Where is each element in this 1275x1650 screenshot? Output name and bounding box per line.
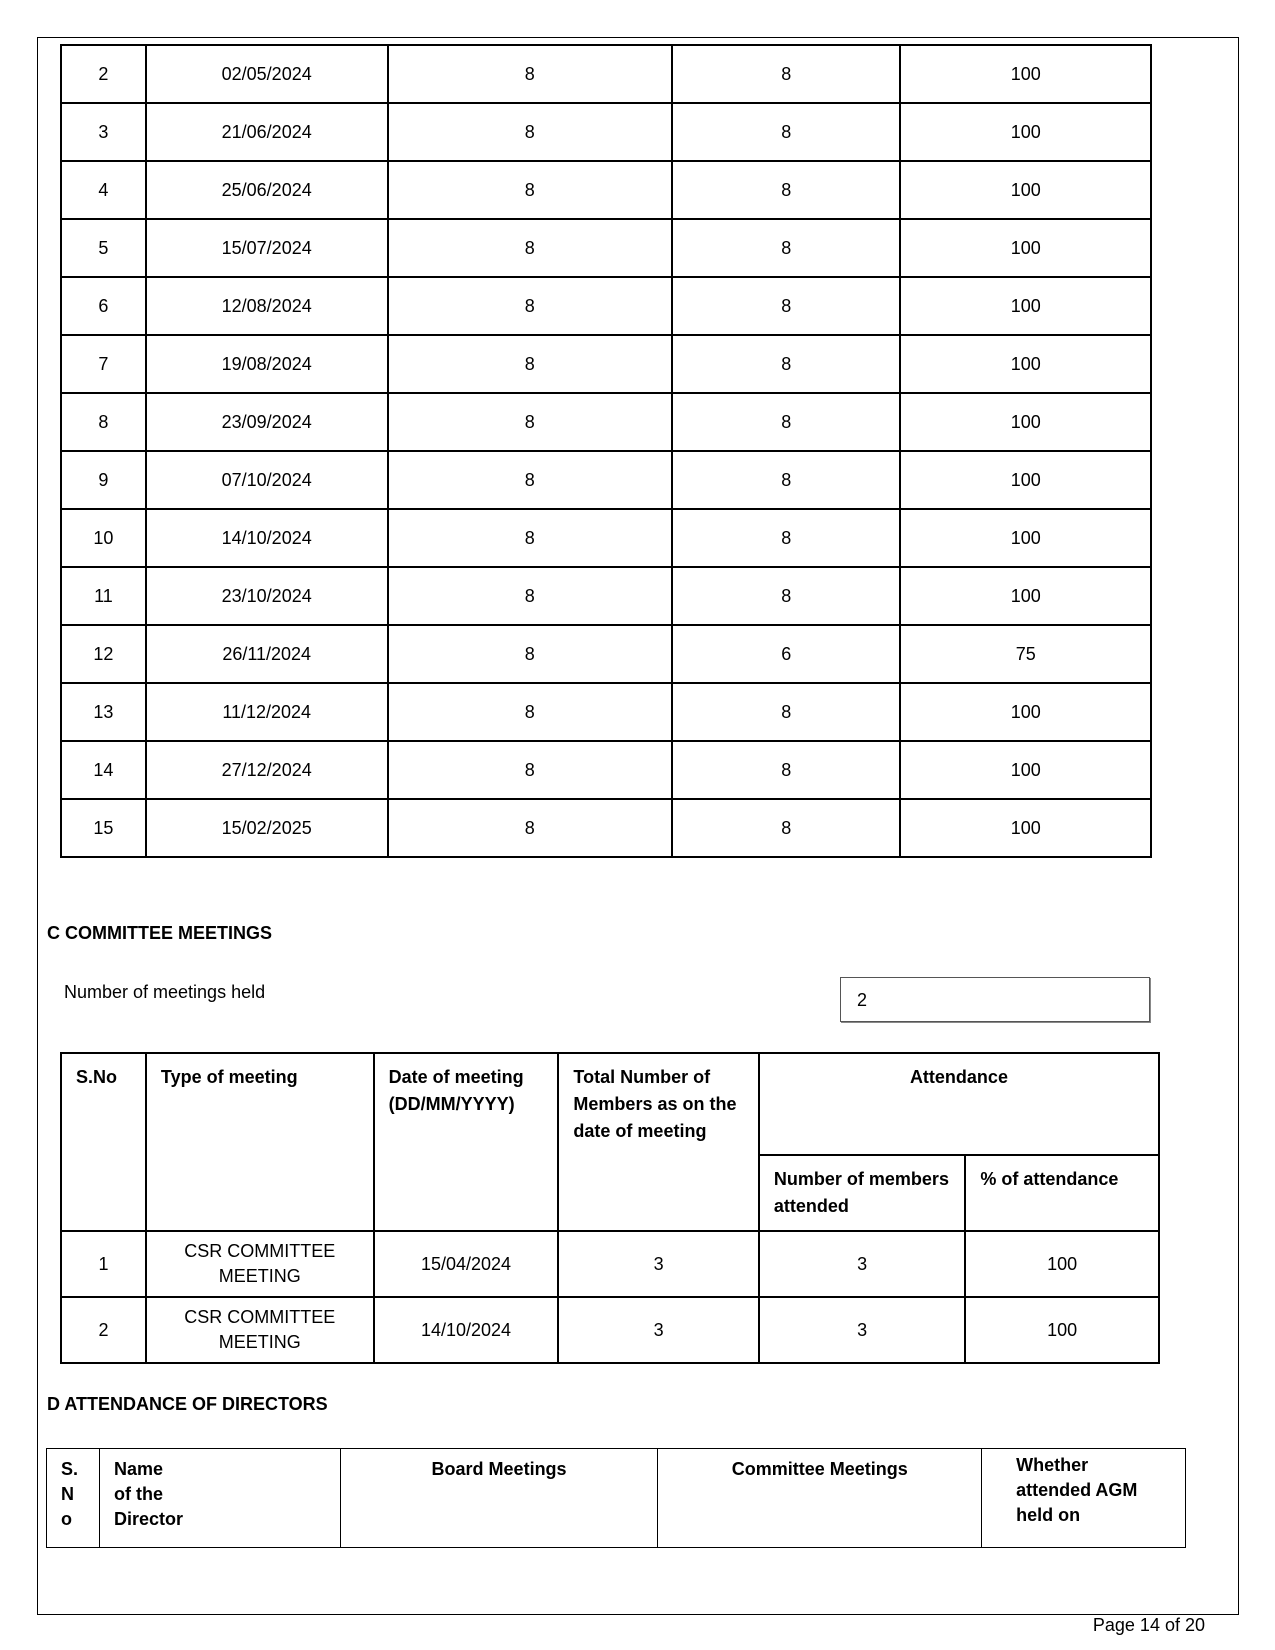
cell-percent: 100 [900,161,1151,219]
cell-percent: 100 [900,567,1151,625]
meetings-held-label: Number of meetings held [64,982,266,1002]
header-name-line: Director [113,1509,183,1529]
header-percent-attendance: % of attendance [965,1155,1159,1231]
cell-sno: 9 [61,451,146,509]
cell-sno: 2 [61,1297,146,1363]
table-row [61,567,1151,625]
cell-date: 15/02/2025 [146,799,388,857]
header-director-name [99,1449,340,1548]
table-row [61,509,1151,567]
table-row [61,625,1151,683]
table-row [61,741,1151,799]
header-agm [982,1449,1186,1548]
cell-total-members: 3 [558,1297,758,1363]
cell-date: 23/10/2024 [146,567,388,625]
cell-sno: 10 [61,509,146,567]
cell-date: 07/10/2024 [146,451,388,509]
meetings-held-field: 2 [840,977,1150,1022]
table-row [61,799,1151,857]
cell-percent: 100 [900,799,1151,857]
cell-attended: 8 [672,683,901,741]
table-row [61,683,1151,741]
cell-attended: 8 [672,219,901,277]
cell-attended: 3 [759,1231,965,1297]
cell-percent: 100 [900,277,1151,335]
table-row [61,1231,1159,1297]
cell-attended: 8 [672,799,901,857]
header-committee-meetings: Committee Meetings [658,1449,982,1548]
table-row [61,161,1151,219]
cell-total-members: 8 [388,277,672,335]
page-number: Page 14 of 20 [1092,1615,1205,1635]
cell-total-members: 3 [558,1231,758,1297]
cell-sno: 12 [61,625,146,683]
header-name-line: Name [113,1459,163,1479]
attendance-of-directors-heading: D ATTENDANCE OF DIRECTORS [47,1394,328,1414]
header-sno [47,1449,100,1548]
directors-attendance-table [46,1448,1186,1548]
cell-total-members: 8 [388,741,672,799]
cell-sno: 5 [61,219,146,277]
cell-date: 23/09/2024 [146,393,388,451]
cell-date: 26/11/2024 [146,625,388,683]
cell-date: 15/04/2024 [374,1231,559,1297]
cell-attended: 8 [672,45,901,103]
cell-sno: 8 [61,393,146,451]
cell-percent: 100 [900,45,1151,103]
committee-meetings-heading: C COMMITTEE MEETINGS [47,923,272,943]
cell-date: 25/06/2024 [146,161,388,219]
cell-attended: 8 [672,509,901,567]
cell-attended: 6 [672,625,901,683]
table-row [61,277,1151,335]
cell-total-members: 8 [388,509,672,567]
cell-percent: 100 [900,683,1151,741]
header-sno-line: o [61,1509,72,1529]
header-members-attended: Number of members attended [759,1155,965,1231]
cell-date: 19/08/2024 [146,335,388,393]
cell-attended: 3 [759,1297,965,1363]
cell-date: 14/10/2024 [374,1297,559,1363]
cell-percent: 75 [900,625,1151,683]
table-row [61,103,1151,161]
header-date-of-meeting: Date of meeting (DD/MM/YYYY) [374,1053,559,1231]
cell-percent: 100 [900,451,1151,509]
cell-total-members: 8 [388,683,672,741]
cell-percent: 100 [900,393,1151,451]
cell-attended: 8 [672,103,901,161]
cell-total-members: 8 [388,45,672,103]
cell-attended: 8 [672,161,901,219]
cell-sno: 11 [61,567,146,625]
table-row [61,393,1151,451]
cell-percent: 100 [900,335,1151,393]
cell-total-members: 8 [388,451,672,509]
table-row [61,1297,1159,1363]
cell-total-members: 8 [388,335,672,393]
cell-date: 14/10/2024 [146,509,388,567]
cell-sno: 1 [61,1231,146,1297]
cell-sno: 14 [61,741,146,799]
cell-sno: 6 [61,277,146,335]
cell-percent: 100 [900,103,1151,161]
header-type-of-meeting: Type of meeting [146,1053,374,1231]
cell-date: 02/05/2024 [146,45,388,103]
header-sno-line: N [61,1484,74,1504]
cell-total-members: 8 [388,219,672,277]
cell-total-members: 8 [388,567,672,625]
header-board-meetings: Board Meetings [340,1449,658,1548]
cell-sno: 2 [61,45,146,103]
header-name-line: of the [113,1484,163,1504]
cell-sno: 13 [61,683,146,741]
cell-date: 21/06/2024 [146,103,388,161]
header-total-members: Total Number of Members as on the date of meeting [558,1053,758,1231]
cell-sno: 7 [61,335,146,393]
cell-attended: 8 [672,393,901,451]
cell-type: CSR COMMITTEE MEETING [146,1297,374,1363]
cell-sno: 15 [61,799,146,857]
table-row [61,45,1151,103]
cell-date: 11/12/2024 [146,683,388,741]
cell-attended: 8 [672,741,901,799]
cell-percent: 100 [900,741,1151,799]
cell-date: 27/12/2024 [146,741,388,799]
cell-total-members: 8 [388,161,672,219]
header-agm-line: held on [1016,1505,1081,1525]
table-row [61,451,1151,509]
header-sno-line: S. [61,1459,79,1479]
board-meetings-table [60,44,1152,858]
header-agm-line: Whether [1016,1455,1089,1475]
cell-percent: 100 [965,1297,1159,1363]
cell-attended: 8 [672,451,901,509]
cell-sno: 4 [61,161,146,219]
cell-total-members: 8 [388,103,672,161]
cell-percent: 100 [965,1231,1159,1297]
cell-total-members: 8 [388,799,672,857]
cell-sno: 3 [61,103,146,161]
cell-percent: 100 [900,509,1151,567]
header-sno: S.No [61,1053,146,1231]
cell-total-members: 8 [388,625,672,683]
table-row [61,335,1151,393]
cell-total-members: 8 [388,393,672,451]
committee-meetings-table [60,1052,1160,1364]
header-agm-line: attended AGM [1016,1480,1138,1500]
cell-attended: 8 [672,277,901,335]
cell-percent: 100 [900,219,1151,277]
cell-date: 15/07/2024 [146,219,388,277]
table-row [61,219,1151,277]
cell-attended: 8 [672,567,901,625]
cell-date: 12/08/2024 [146,277,388,335]
cell-attended: 8 [672,335,901,393]
cell-type: CSR COMMITTEE MEETING [146,1231,374,1297]
header-attendance: Attendance [759,1053,1159,1155]
